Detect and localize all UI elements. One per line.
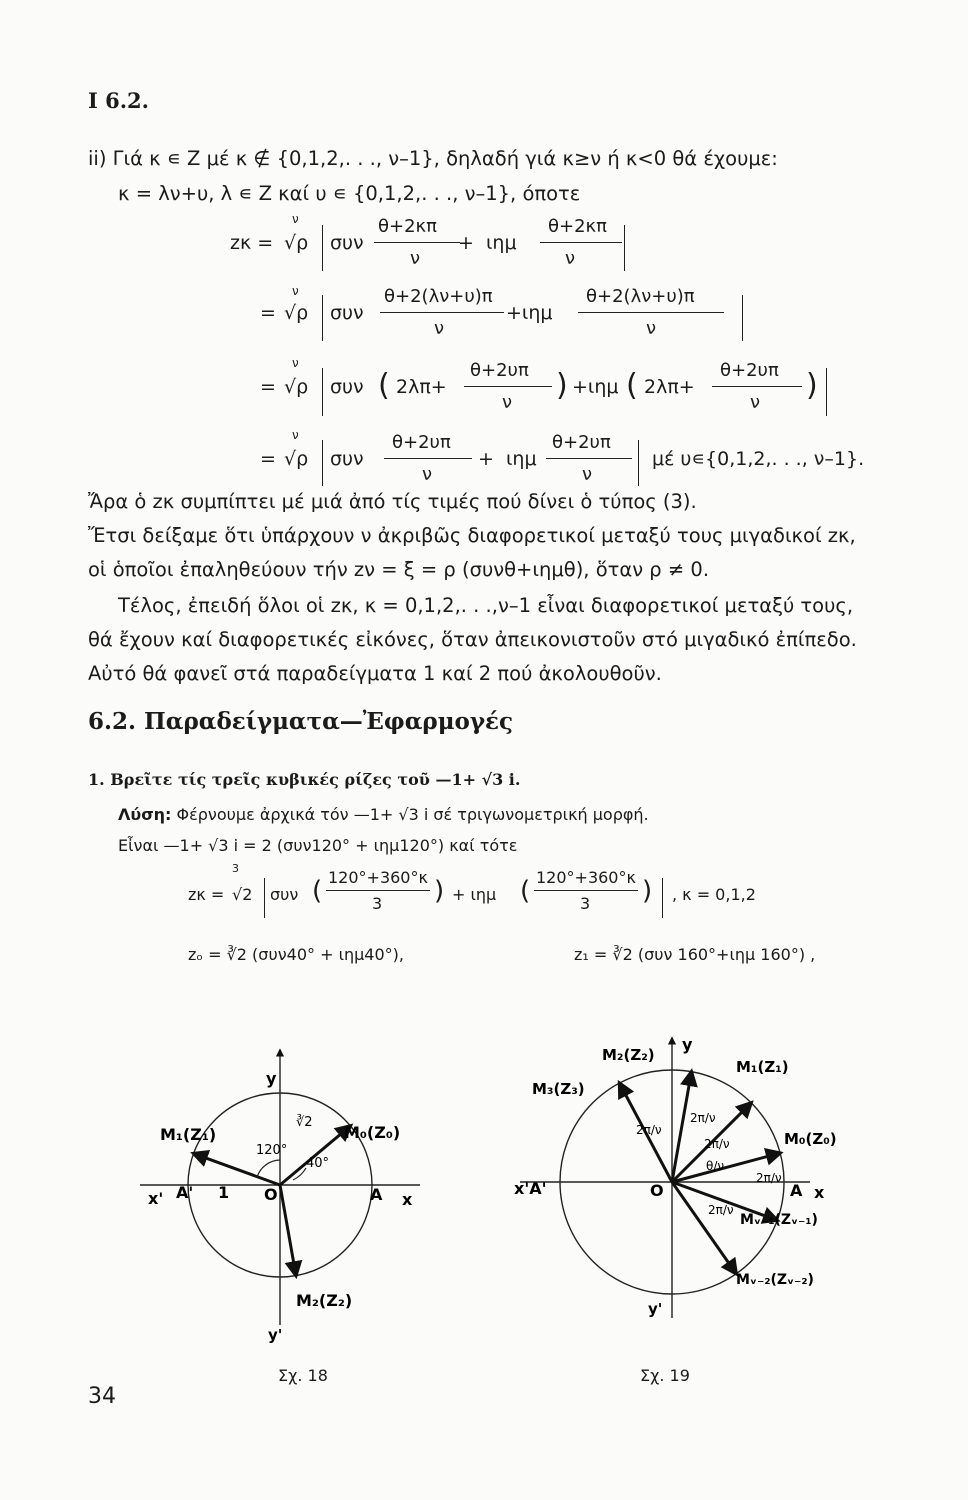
prefix-3a: 2λπ+: [396, 376, 447, 398]
label-cbrt2-18: ∛2: [296, 1115, 313, 1130]
paren-close-3a: ): [556, 368, 568, 403]
paren-open-3a: (: [378, 368, 390, 403]
label-O-18: O: [264, 1185, 278, 1204]
solution-text: Φέρνουμε ἀρχικά τόν —1+ √3 i σέ τριγωνομετρική μορφή.: [176, 805, 649, 824]
label-40-18: 40°: [306, 1156, 330, 1171]
para-line-4: Τέλος, ἐπειδή ὅλοι οἱ zκ, κ = 0,1,2,. . .,ν–1 εἶναι διαφορετικοί μεταξύ τους,: [118, 594, 854, 617]
label-M1-19: M₁(Z₁): [736, 1058, 789, 1076]
cos-2: συν: [330, 302, 364, 324]
prefix-3b: 2λπ+: [644, 376, 695, 398]
num-4b: θ+2υπ: [552, 432, 611, 453]
para-line-5: θά ἔχουν καί διαφορετικές εἰκόνες, ὅταν ἀπεικονιστοῦν στό μιγαδικό ἐπίπεδο.: [88, 628, 857, 651]
label-yneg-18: y': [268, 1326, 283, 1344]
arc-120-18: [257, 1160, 280, 1177]
plus-4: +: [478, 448, 494, 470]
label-M0-18: M₀(Z₀): [344, 1123, 401, 1142]
den-2b: ν: [646, 318, 657, 339]
plus-1: +: [458, 232, 474, 254]
num-3b: θ+2υπ: [720, 360, 779, 381]
cos-1: συν: [330, 232, 364, 254]
para-line-6: Αὐτό θά φανεῖ στά παραδείγματα 1 καί 2 πού ἀκολουθοῦν.: [88, 662, 662, 685]
zk-num-a: 120°+360°κ: [328, 868, 428, 887]
label-y-19: y: [682, 1035, 693, 1054]
label-x-19: x: [814, 1183, 825, 1202]
label-2piv-e-19: 2π/ν: [708, 1203, 734, 1217]
den-3b: ν: [750, 392, 761, 413]
zk-sin: + ιημ: [452, 885, 497, 904]
root-index-3: ν: [292, 356, 299, 370]
root-index: ν: [292, 212, 299, 226]
label-xneg-19: x'A': [514, 1179, 547, 1198]
page-number: 34: [88, 1384, 116, 1409]
zk-den-a: 3: [372, 894, 383, 913]
label-A-18: A: [370, 1185, 383, 1204]
label-y-18: y: [266, 1069, 277, 1088]
caption-19: Σχ. 19: [640, 1366, 690, 1385]
k-range: , κ = 0,1,2: [672, 885, 756, 904]
num-1a: θ+2κπ: [378, 216, 437, 237]
caption-18: Σχ. 18: [278, 1366, 328, 1385]
label-2piv-a-19: 2π/ν: [690, 1111, 716, 1125]
figure-19: [500, 1018, 850, 1358]
solution-line: [118, 805, 649, 824]
section-title: 6.2. Παραδείγματα—Ἐφαρμογές: [88, 708, 514, 735]
label-A-19: A: [790, 1181, 803, 1200]
zk-paren-b-close: ): [642, 876, 653, 906]
zk-cos: συν: [270, 885, 299, 904]
paren-close-3b: ): [806, 368, 818, 403]
intro-line-1: ii) Γιά κ ∊ Z μέ κ ∉ {0,1,2,. . ., ν–1}, δηλαδή γιά κ≥ν ή κ<0 θά έχουμε:: [88, 147, 778, 170]
num-3a: θ+2υπ: [470, 360, 529, 381]
label-2piv-b-19: 2π/ν: [704, 1137, 730, 1151]
label-M1-18: M₁(Z₁): [160, 1125, 217, 1144]
cube-index: 3: [232, 862, 239, 875]
zk-den-b: 3: [580, 894, 591, 913]
den-3a: ν: [502, 392, 513, 413]
solution-label: Λύση:: [118, 805, 172, 824]
para-line-1: Ἄρα ὁ zκ συμπίπτει μέ μιά ἀπό τίς τιμές πού δίνει ὁ τύπος (3).: [88, 490, 697, 513]
paren-open-3b: (: [626, 368, 638, 403]
fig19-vectors-vector-5: [672, 1182, 736, 1274]
num-4a: θ+2υπ: [392, 432, 451, 453]
root-symbol-4: √ρ: [284, 448, 309, 470]
tail-4: μέ υ∊{0,1,2,. . ., ν–1}.: [652, 448, 865, 470]
zk-lhs: zκ =: [188, 885, 225, 904]
root-symbol: √ρ: [284, 232, 309, 254]
label-xneg-18: x': [148, 1189, 164, 1208]
zk-num-b: 120°+360°κ: [536, 868, 636, 887]
root-symbol-3: √ρ: [284, 376, 309, 398]
para-line-2: Ἔτσι δείξαμε ὅτι ὑπάρχουν ν ἀκριβῶς διαφορετικοί μεταξύ τους μιγαδικοί zκ,: [88, 524, 856, 547]
sin-2: +ιημ: [506, 302, 553, 324]
label-x-18: x: [402, 1190, 413, 1209]
z0-value: zₒ = ∛2 (συν40° + ιημ40°),: [188, 945, 404, 964]
den-4a: ν: [422, 464, 433, 485]
zk-paren-b-open: (: [520, 876, 531, 906]
figure-18: [120, 1030, 450, 1360]
label-theta-19: θ/ν: [706, 1159, 725, 1173]
label-M3-19: M₃(Z₃): [532, 1080, 585, 1098]
num-1b: θ+2κπ: [548, 216, 607, 237]
example-1-statement: 1. Βρεῖτε τίς τρεῖς κυβικές ρίζες τοῦ —1+ √3 i.: [88, 770, 521, 789]
sin-4: ιημ: [506, 448, 537, 470]
fig18-vectors-vector-2: [280, 1185, 296, 1276]
label-M0-19: M₀(Z₀): [784, 1130, 837, 1148]
label-M2-18: M₂(Z₂): [296, 1291, 353, 1310]
label-M2-19: M₂(Z₂): [602, 1046, 655, 1064]
section-ref: Ι 6.2.: [88, 88, 149, 113]
den-1b: ν: [565, 248, 576, 269]
den-1a: ν: [410, 248, 421, 269]
root-index-2: ν: [292, 284, 299, 298]
label-Mv1-19: Mᵥ₋₁(Zᵥ₋₁): [740, 1212, 818, 1228]
root-index-4: ν: [292, 428, 299, 442]
label-Mv2-19: Mᵥ₋₂(Zᵥ₋₂): [736, 1272, 814, 1288]
sin-3: +ιημ: [572, 376, 619, 398]
num-2a: θ+2(λν+υ)π: [384, 286, 493, 307]
label-2piv-d-19: 2π/ν: [756, 1171, 782, 1185]
num-2b: θ+2(λν+υ)π: [586, 286, 695, 307]
zk-paren-a-open: (: [312, 876, 323, 906]
polar-form: Εἶναι —1+ √3 i = 2 (συν120° + ιημ120°) καί τότε: [118, 836, 518, 855]
label-O-19: O: [650, 1181, 664, 1200]
cos-4: συν: [330, 448, 364, 470]
root-2: √2: [232, 885, 253, 904]
zk-paren-a-close: ): [434, 876, 445, 906]
eq-2: =: [260, 302, 276, 324]
label-2piv-c-19: 2π/ν: [636, 1123, 662, 1137]
para-line-3: οἱ ὁποῖοι ἐπαληθεύουν τήν zν = ξ = ρ (συνθ+ιημθ), ὅταν ρ ≠ 0.: [88, 558, 710, 581]
z1-value: z₁ = ∛2 (συν 160°+ιημ 160°) ,: [574, 945, 816, 964]
eq-4: =: [260, 448, 276, 470]
sin-1: ιημ: [486, 232, 517, 254]
root-symbol-2: √ρ: [284, 302, 309, 324]
label-one-18: 1: [218, 1183, 230, 1202]
intro-line-2: κ = λν+υ, λ ∊ Z καί υ ∊ {0,1,2,. . ., ν–1}, όποτε: [118, 182, 581, 205]
eq-3: =: [260, 376, 276, 398]
den-2a: ν: [434, 318, 445, 339]
label-yneg-19: y': [648, 1300, 663, 1318]
lhs-zk: zκ =: [230, 232, 274, 254]
fig18-vectors-vector-1: [194, 1154, 280, 1185]
cos-3: συν: [330, 376, 364, 398]
label-Aneg-18: A': [176, 1183, 194, 1202]
label-120-18: 120°: [256, 1143, 288, 1158]
den-4b: ν: [582, 464, 593, 485]
